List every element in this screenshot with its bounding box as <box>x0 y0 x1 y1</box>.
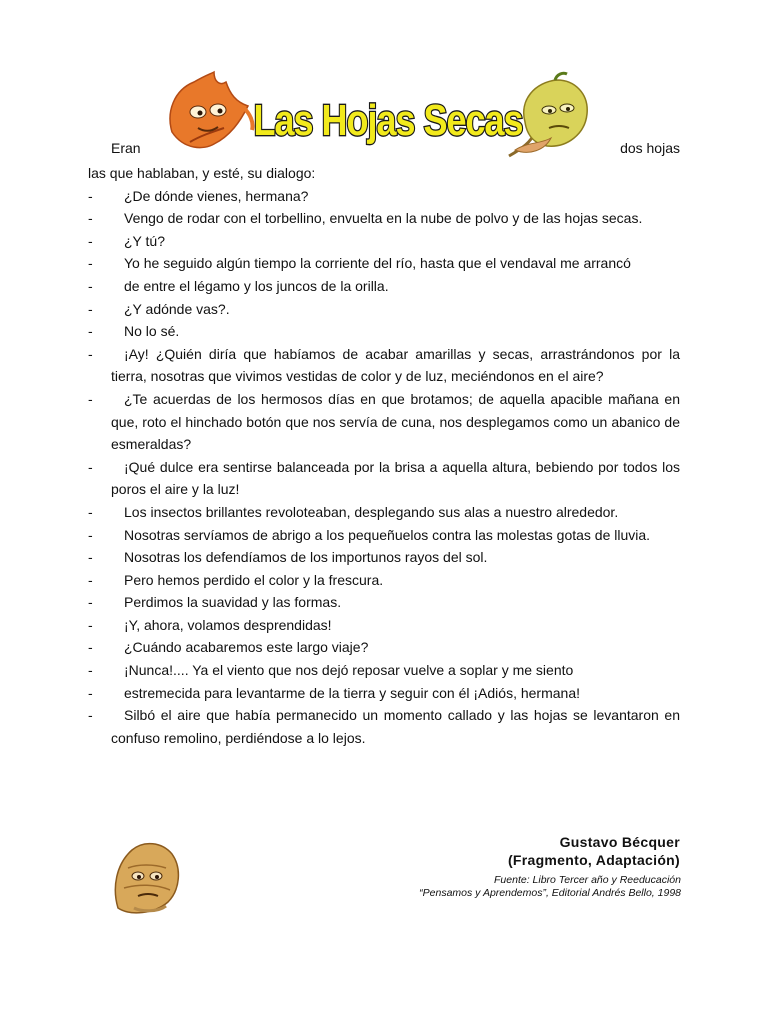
dialogue-line <box>88 524 680 547</box>
source-line-2: “Pensamos y Aprendemos”, Editorial Andrés Bello, 1998 <box>419 887 681 899</box>
dialogue-text-content: Los insectos brillantes revoloteaban, desplegando sus alas a nuestro alrededor. <box>124 503 619 520</box>
dialogue-text-content: Yo he seguido algún tiempo la corriente del río, hasta que el vendaval me arrancó <box>124 255 631 272</box>
dialogue-line <box>88 230 680 253</box>
dialogue-line <box>88 591 680 614</box>
dialogue-dash: - <box>88 526 93 543</box>
dialogue-text-content: Vengo de rodar con el torbellino, envuelta en la nube de polvo y de las hojas secas. <box>124 210 643 227</box>
dialogue-dash: - <box>88 571 93 588</box>
dialogue-text <box>111 591 680 614</box>
dialogue-dash: - <box>88 232 93 249</box>
title-wordart <box>253 92 523 152</box>
dialogue-line <box>88 636 680 659</box>
dialogue-dash: - <box>88 639 93 656</box>
dialogue-text-content: ¡Qué dulce era sentirse balanceada por la brisa a aquella altura, bebiendo por todos los poros el aire y la luz! <box>111 458 680 498</box>
dialogue-text-content: Silbó el aire que había permanecido un momento callado y las hojas se levantaron en confuso remolino, perdiéndose a lo lejos. <box>111 707 680 746</box>
dialogue-dash: - <box>88 707 93 724</box>
dialogue-text <box>111 636 680 659</box>
dialogue-text-content: ¿Y tú? <box>124 232 165 249</box>
story-body <box>88 162 680 749</box>
dialogue-dash: - <box>88 616 93 633</box>
dialogue-text <box>111 704 680 749</box>
dialogue-text <box>111 501 680 524</box>
dialogue-text-content: ¡Nunca!.... Ya el viento que nos dejó reposar vuelve a soplar y me siento <box>124 662 574 679</box>
source-line-1: Fuente: Libro Tercer año y Reeducación <box>494 874 681 886</box>
dialogue-text-content: Nosotras los defendíamos de los importunos rayos del sol. <box>124 549 488 566</box>
dialogue-dash: - <box>88 594 93 611</box>
dialogue-line <box>88 185 680 208</box>
dialogue-text <box>111 456 680 501</box>
dialogue-text-content: ¡Y, ahora, volamos desprendidas! <box>124 616 332 633</box>
dialogue-text <box>111 343 680 388</box>
dialogue-dash: - <box>88 187 93 204</box>
dialogue-text-content: ¡Ay! ¿Quién diría que habíamos de acabar amarillas y secas, arrastrándonos por la tierra, nosotras que vivimos vestidas de color y de luz, meciéndonos en el aire? <box>111 345 680 385</box>
dialogue-text-content: No lo sé. <box>124 323 180 340</box>
dialogue-text <box>111 524 680 547</box>
dialogue-text <box>111 682 680 705</box>
dialogue-line <box>88 343 680 388</box>
intro-line: las que hablaban, y esté, su dialogo: <box>88 165 316 181</box>
dialogue-text <box>111 320 680 343</box>
dialogue-text-content: ¿De dónde vienes, hermana? <box>124 187 309 204</box>
dialogue-text <box>111 252 680 275</box>
dialogue-text <box>111 275 680 298</box>
dialogue-line <box>88 252 680 275</box>
dialogue-line <box>88 388 680 456</box>
dialogue-dash: - <box>88 684 93 701</box>
dialogue-line <box>88 298 680 321</box>
dialogue-text <box>111 207 680 230</box>
dialogue-line <box>88 614 680 637</box>
dialogue-line <box>88 546 680 569</box>
dialogue-text <box>111 388 680 456</box>
dialogue-line <box>88 682 680 705</box>
dialogue-dash: - <box>88 323 93 340</box>
dialogue-dash: - <box>88 300 93 317</box>
source-citation <box>419 874 681 900</box>
author-name: Gustavo Bécquer <box>559 834 680 850</box>
dialogue-text-content: ¿Te acuerdas de los hermosos días en que brotamos; de aquella apacible mañana en que, roto el hinchado botón que nos servía de cuna, nos desplegamos como un abanico de esmeraldas? <box>111 390 680 453</box>
title-text: Las Hojas Secas <box>253 97 523 145</box>
author-note: (Fragmento, Adaptación) <box>507 852 680 868</box>
dialogue-text <box>111 298 680 321</box>
dialogue-line <box>88 704 680 749</box>
dialogue-line <box>88 320 680 343</box>
dialogue-dash: - <box>88 662 93 679</box>
dialogue-line <box>88 569 680 592</box>
dialogue-line <box>88 275 680 298</box>
author-block <box>508 833 680 869</box>
dialogue-text-content: Pero hemos perdido el color y la frescura. <box>124 571 384 588</box>
dialogue-dash: - <box>88 210 93 227</box>
dialogue-text-content: ¿Cuándo acabaremos este largo viaje? <box>124 639 369 656</box>
dry-leaf-character-image <box>108 838 186 914</box>
dialogue-line <box>88 501 680 524</box>
dialogue-line <box>88 207 680 230</box>
dialogue-text <box>111 569 680 592</box>
dialogue-dash: - <box>88 277 93 294</box>
yellow-leaf-character-image <box>505 72 593 158</box>
dialogue-dash: - <box>88 549 93 566</box>
dialogue-dash: - <box>88 255 93 272</box>
intro-word-eran: Eran <box>111 140 141 156</box>
dialogue-line <box>88 456 680 501</box>
orange-leaf-character-image <box>164 72 256 154</box>
dialogue-text <box>111 546 680 569</box>
dialogue-dash: - <box>88 458 93 475</box>
dialogue-dash: - <box>88 503 93 520</box>
dialogue-text <box>111 659 680 682</box>
dialogue-dash: - <box>88 345 93 362</box>
dialogue-text-content: ¿Y adónde vas?. <box>124 300 230 317</box>
dialogue-line <box>88 659 680 682</box>
dialogue-text-content: de entre el légamo y los juncos de la orilla. <box>124 277 389 294</box>
dialogue-text-content: Perdimos la suavidad y las formas. <box>124 594 342 611</box>
dialogue-text <box>111 185 680 208</box>
dialogue-text <box>111 230 680 253</box>
dialogue-dash: - <box>88 390 93 407</box>
dialogue-text <box>111 614 680 637</box>
intro-word-dos-hojas: dos hojas <box>620 140 680 156</box>
dialogue-text-content: Nosotras servíamos de abrigo a los pequeñuelos contra las molestas gotas de lluvia. <box>124 526 651 543</box>
dialogue-text-content: estremecida para levantarme de la tierra y seguir con él ¡Adiós, hermana! <box>124 684 580 701</box>
